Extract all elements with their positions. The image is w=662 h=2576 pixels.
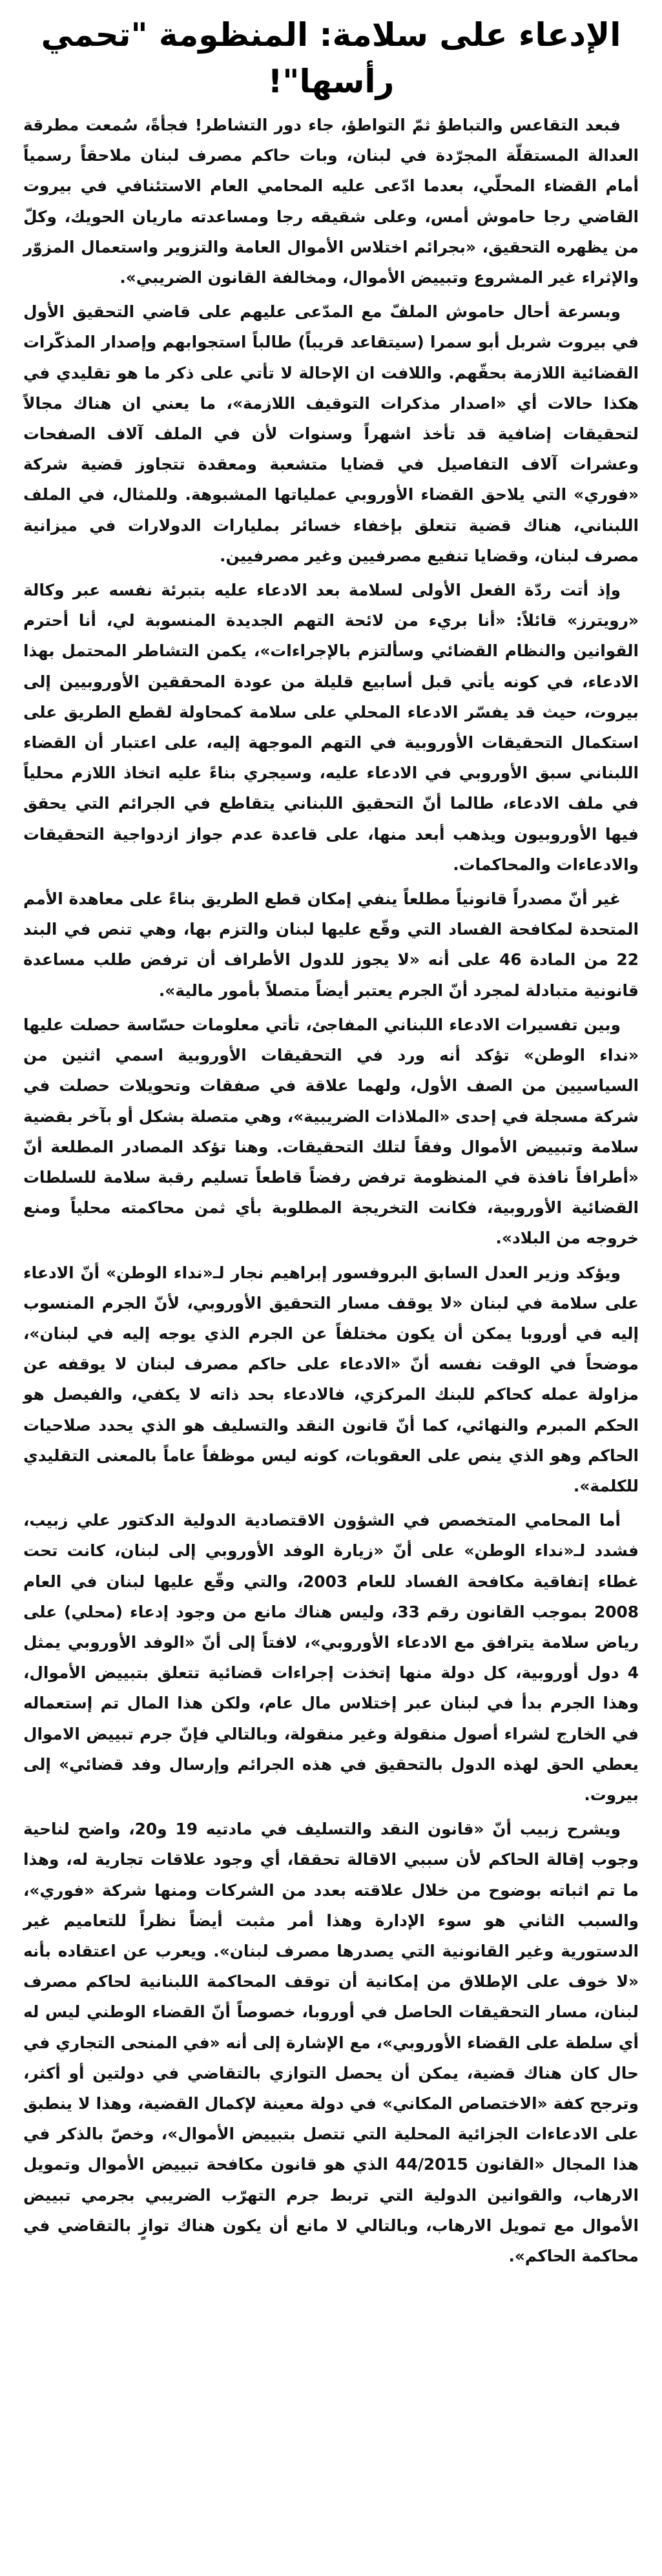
article-paragraph: غير أنّ مصدراً قانونياً مطلعاً ينفي إمكان قطع الطريق بناءً على معاهدة الأمم المتحدة لمكافحة الفساد التي وقّع عليها لبنان والتزم بها، وهي تنص في البند 22 من المادة 46 على أنه «لا يجوز للدول الأطراف أن ترفض طلب مساعدة قانونية متبادلة لمجرد أنّ الجرم يعتبر أيضاً متصلاً بأمور مالية». <box>23 889 639 1000</box>
article-body <box>23 110 639 2271</box>
article-paragraph: ويؤكد وزير العدل السابق البروفسور إبراهيم نجار لـ«نداء الوطن» أنّ الادعاء على سلامة في لبنان «لا يوقف مسار التحقيق الأوروبي، لأنّ الجرم المنسوب إليه في أوروبا يمكن أن يكون مختلفاً عن الجرم الذي يوجه إليه في لبنان»، موضحاً في الوقت نفسه أنّ «الادعاء على حاكم مصرف لبنان لا يوقفه عن مزاولة عمله كحاكم للبنك المركزي، فالادعاء بحد ذاته لا يكفي، والفيصل هو الحكم المبرم والنهائي، كما أنّ قانون النقد والتسليف هو الذي يحدد صلاحيات الحاكم وهو الذي ينص على العقوبات، كونه ليس موظفاً عاماً بالمعنى التقليدي للكلمة». <box>23 1263 639 1495</box>
article-paragraph: وبين تفسيرات الادعاء اللبناني المفاجئ، تأتي معلومات حسّاسة حصلت عليها «نداء الوطن» تؤكد أنه ورد في التحقيقات الأوروبية اسمي اثنين من السياسيين من الصف الأول، ولهما علاقة في صفقات وتحويلات حصلت في شركة مسجلة في إحدى «الملاذات الضريبية»، وهي متصلة بشكل أو بآخر بقضية سلامة وتبييض الأموال وفقاً لتلك التحقيقات. وهنا تؤكد المصادر المطلعة أنّ «أطرافاً نافذة في المنظومة ترفض رفضاً قاطعاً تسليم رقبة سلامة للسلطات القضائية الأوروبية، فكانت التخريجة المطلوبة بأي ثمن محاكمته محلياً ومنع خروجه من البلاد». <box>23 1015 639 1248</box>
article-paragraph: وإذ أتت ردّة الفعل الأولى لسلامة بعد الادعاء عليه بتبرئة نفسه عبر وكالة «رويترز» قائلاً: «أنا بريء من لائحة التهم الجديدة المنسوبة لي، أنا أحترم القوانين والنظام القضائي وسألتزم بالإجراءات»، يكمن التشاطر المحتمل بهذا الادعاء، في كونه يأتي قبل أسابيع قليلة من عودة المحققين الأوروبيين إلى بيروت، حيث قد يفسّر الادعاء المحلي على سلامة كمحاولة لقطع الطريق على استكمال التحقيقات الأوروبية في التهم الموجهة إليه، على اعتبار أن القضاء اللبناني سبق الأوروبي في الادعاء عليه، وسيجري بناءً عليه اتخاذ اللازم محلياً في ملف الادعاء، طالما أنّ التحقيق اللبناني يتقاطع في الجرائم التي يحقق فيها الأوروبيون ويذهب أبعد منها، على قاعدة عدم جواز ازدواجية التحقيقات والادعاءات والمحاكمات. <box>23 581 639 874</box>
article-headline: الإدعاء على سلامة: المنظومة "تحمي رأسها"! <box>41 16 621 100</box>
article-paragraph: فبعد التقاعس والتباطؤ ثمّ التواطؤ، جاء دور التشاطر! فجأةً، سُمعت مطرقة العدالة المستقلّة المجرّدة في لبنان، وبات حاكم مصرف لبنان ملاحقاً رسمياً أمام القضاء المحلّي، بعدما ادّعى عليه المحامي العام الاستئنافي في بيروت القاضي رجا حاموش أمس، وعلى شقيقه رجا ومساعدته ماريان الحويك، وكلّ من يظهره التحقيق، «بجرائم اختلاس الأموال العامة والتزوير واستعمال المزوّر والإثراء غير المشروع وتبييض الأموال، ومخالفة القانون الضريبي». <box>23 116 639 287</box>
article-paragraph: ويشرح زبيب أنّ «قانون النقد والتسليف في مادتيه 19 و20، واضح لناحية وجوب إقالة الحاكم لأن سببي الاقالة تحققا، أي وجود علاقات تجارية له، وهذا ما تم اثباته بوضوح من خلال علاقته بعدد من الشركات ومنها شركة «فوري»، والسبب الثاني هو سوء الإدارة وهذا أمر مثبت أيضاً نظراً للتعاميم غير الدستورية وغير القانونية التي يصدرها مصرف لبنان». ويعرب عن اعتقاده بأنه «لا خوف على الإطلاق من إمكانية أن توقف المحاكمة اللبنانية لحاكم مصرف لبنان، مسار التحقيقات الحاصل في أوروبا، خصوصاً أنّ القضاء الوطني ليس له أي سلطة على القضاء الأوروبي»، مع الإشارة إلى أنه «في المنحى التجاري في حال كان هناك قضية، يمكن أن يحصل التوازي بالتقاضي في دولتين أو أكثر، وترجح كفة «الاختصاص المكاني» في دولة معينة لإكمال القضية، وهذا لا ينطبق على الادعاءات الجزائية المحلية التي تتصل بتبييض الأموال»، وخصّ بالذكر في هذا المجال «القانون 44/2015 الذي هو قانون مكافحة تبييض الأموال وتمويل الارهاب، والقوانين الدولية التي تربط جرم التهرّب الضريبي بجرمي تبييض الأموال مع تمويل الارهاب، وبالتالي لا مانع أن يكون هناك توازٍ بالتقاضي في محاكمة الحاكم». <box>23 1820 639 2266</box>
article-paragraph: وبسرعة أحال حاموش الملفّ مع المدّعى عليهم على قاضي التحقيق الأول في بيروت شربل أبو سمرا (سيتقاعد قريباً) طالباً استجوابهم وإصدار المذكّرات القضائية اللازمة بحقّهم. واللافت ان الإحالة لا تأتي على ذكر ما هو تقليدي في هكذا حالات أي «اصدار مذكرات التوقيف اللازمة»، ما يعني ان هناك مجالاً لتحقيقات إضافية قد تأخذ اشهراً وسنوات لأن في الملف آلاف الصفحات وعشرات آلاف التفاصيل في قضايا متشعبة ومعقدة تتجاوز قضية شركة «فوري» التي يلاحق القضاء الأوروبي عملياتها المشبوهة. وللمثال، في الملف اللبناني، هناك قضية تتعلق بإخفاء خسائر بمليارات الدولارات في ميزانية مصرف لبنان، وقضايا تنفيع مصرفيين وغير مصرفيين. <box>23 302 639 565</box>
article-paragraph: أما المحامي المتخصص في الشؤون الاقتصادية الدولية الدكتور علي زبيب، فشدد لـ«نداء الوطن» على أنّ «زيارة الوفد الأوروبي إلى لبنان، كانت تحت غطاء إتفاقية مكافحة الفساد للعام 2003، والتي وقّع عليها لبنان في العام 2008 بموجب القانون رقم 33، وليس هناك مانع من وجود إدعاء (محلي) على رياض سلامة يترافق مع الادعاء الأوروبي»، لافتاً إلى أنّ «الوفد الأوروبي يمثل 4 دول أوروبية، كل دولة منها إتخذت إجراءات قضائية تتعلق بتبييض الأموال، وهذا الجرم بدأ في لبنان عبر إختلاس مال عام، ولكن هذا المال تم إستعماله في الخارج لشراء أصول منقولة وغير منقولة، وبالتالي فإنّ جرم تبييض الاموال يعطي الحق لهذه الدول بالتحقيق في هذه الجرائم وإرسال وفد قضائي» إلى بيروت. <box>23 1511 639 1804</box>
